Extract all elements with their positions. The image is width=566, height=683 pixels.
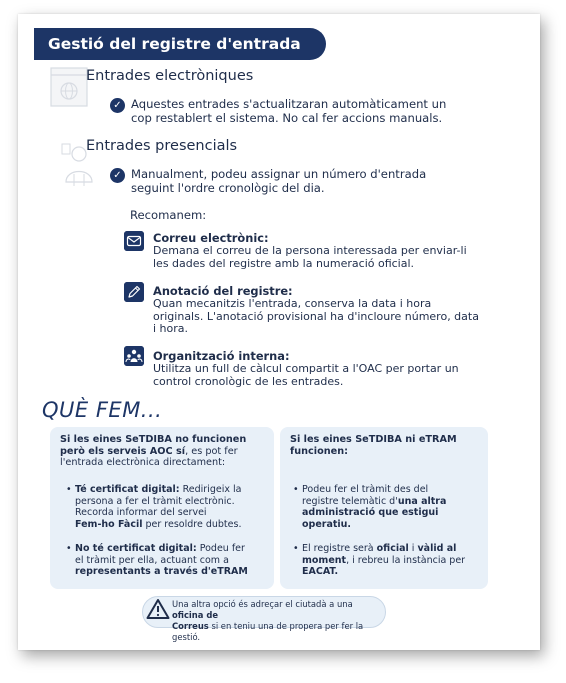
document-page xyxy=(18,14,540,650)
browser-globe-icon xyxy=(50,67,88,107)
left-panel-head: Si les eines SeTDIBA no funcionen però els serveis AOC sí, es pot fer l'entrada electrònica directament: xyxy=(60,434,247,468)
left-bullet-1: • Té certificat digital: Redirigeix la persona a fer el tràmit electrònic. Recorda informar del servei Fem-ho Fàcil per resoldre dubtes. xyxy=(66,484,242,530)
page-title: Gestió del registre d'entrada xyxy=(34,28,326,60)
rec-head-annotation: Anotació del registre: xyxy=(153,284,293,298)
warning-icon xyxy=(146,598,170,620)
right-bullet-1: • Podeu fer el tràmit des del registre telemàtic d'una altra administració que estigui operatiu. xyxy=(293,484,447,530)
rec-body-organization: Utilitza un full de càlcul compartit a l'OAC per portar un control cronològic de les entrades. xyxy=(153,362,459,388)
envelope-icon xyxy=(124,231,144,251)
recommend-title: Recomanem: xyxy=(130,208,207,222)
left-bullet-2: • No té certificat digital: Podeu fer el tràmit per ella, actuant com a representants a través d'eTRAM xyxy=(66,543,248,578)
section-title-electronic: Entrades electròniques xyxy=(86,68,254,84)
check-icon: ✓ xyxy=(110,98,125,113)
warning-text: Una altra opció és adreçar el ciutadà a una oficina de Correus si en teniu una de propera per fer la gestió. xyxy=(172,599,364,642)
electronic-text: Aquestes entrades s'actualitzaran automàticament un cop restablert el sistema. No cal fer accions manuals. xyxy=(131,97,447,125)
pen-icon xyxy=(124,282,144,302)
rec-body-email: Demana el correu de la persona interessada per enviar-li les dades del registre amb la numeració oficial. xyxy=(153,244,467,270)
rec-head-email: Correu electrònic: xyxy=(153,231,269,245)
check-icon: ✓ xyxy=(110,168,125,183)
right-panel-head: Si les eines SeTDIBA ni eTRAM funcionen: xyxy=(290,434,457,457)
section-title-in-person: Entrades presencials xyxy=(86,138,238,154)
que-fem-heading: QUÈ FEM... xyxy=(42,398,163,422)
right-bullet-2: • El registre serà oficial i vàlid al moment, i rebreu la instància per EACAT. xyxy=(293,543,466,578)
rec-head-organization: Organització interna: xyxy=(153,349,290,363)
in-person-text: Manualment, podeu assignar un número d'entrada seguint l'ordre cronològic del dia. xyxy=(131,167,427,195)
team-icon xyxy=(124,346,144,366)
rec-body-annotation: Quan mecanitzis l'entrada, conserva la data i hora originals. L'anotació provisional ha d'incloure número, data i hora. xyxy=(153,297,479,335)
